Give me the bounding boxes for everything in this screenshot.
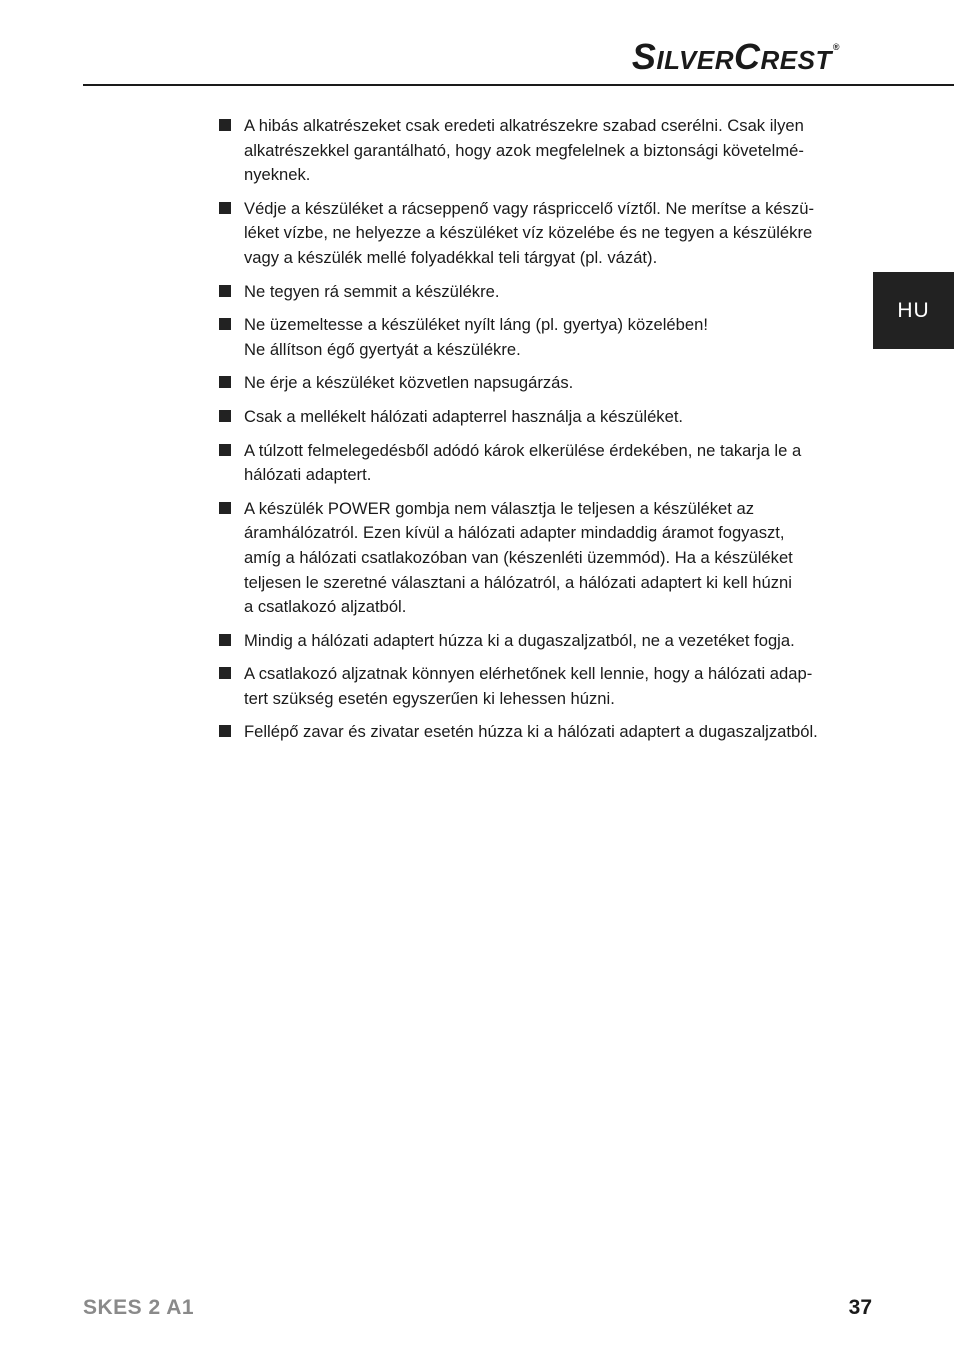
text-line: Fellépő zavar és zivatar esetén húzza ki a hálózati adaptert a dugaszaljzatból. bbox=[244, 722, 818, 742]
square-bullet-icon bbox=[219, 119, 231, 131]
text-line: áramhálózatról. Ezen kívül a hálózati adapter mindaddig áramot fogyaszt, bbox=[244, 523, 785, 543]
text-line: amíg a hálózati csatlakozóban van (készenléti üzemmód). Ha a készüléket bbox=[244, 547, 793, 567]
list-item bbox=[218, 405, 840, 430]
brand-text-ilver: ILVER bbox=[656, 45, 735, 75]
text-line: Csak a mellékelt hálózati adapterrel használja a készüléket. bbox=[244, 406, 684, 426]
footer-model-number: SKES 2 A1 bbox=[83, 1296, 195, 1319]
square-bullet-icon bbox=[219, 502, 231, 514]
text-line: Ne üzemeltesse a készüléket nyílt láng (pl. gyertya) közelében! bbox=[244, 315, 708, 335]
text-line: Ne érje a készüléket közvetlen napsugárzás. bbox=[244, 373, 574, 393]
square-bullet-icon bbox=[219, 634, 231, 646]
text-line: alkatrészekkel garantálható, hogy azok megfelelnek a biztonsági követelmé- bbox=[244, 140, 804, 160]
text-line: léket vízbe, ne helyezze a készüléket víz közelébe és ne tegyen a készülékre bbox=[244, 223, 813, 243]
square-bullet-icon bbox=[219, 376, 231, 388]
text-line: Mindig a hálózati adaptert húzza ki a dugaszaljzatból, ne a vezetéket fogja. bbox=[244, 630, 795, 650]
text-line: A túlzott felmelegedésből adódó károk elkerülése érdekében, ne takarja le a bbox=[244, 440, 802, 460]
square-bullet-icon bbox=[219, 667, 231, 679]
list-item bbox=[218, 629, 840, 654]
square-bullet-icon bbox=[219, 285, 231, 297]
text-line: Védje a készüléket a rácseppenő vagy ráspriccelő víztől. Ne merítse a készü- bbox=[244, 198, 814, 218]
brand-logo bbox=[632, 36, 840, 78]
brand-text-rest: REST bbox=[760, 45, 832, 75]
list-item bbox=[218, 371, 840, 396]
footer-page-number: 37 bbox=[848, 1296, 872, 1319]
square-bullet-icon bbox=[219, 202, 231, 214]
text-line: Ne állítson égő gyertyát a készülékre. bbox=[244, 339, 521, 359]
list-item bbox=[218, 114, 840, 188]
list-item bbox=[218, 497, 840, 620]
text-line: A hibás alkatrészeket csak eredeti alkatrészekre szabad cserélni. Csak ilyen bbox=[244, 116, 804, 135]
list-item bbox=[218, 662, 840, 711]
language-tab-label: HU bbox=[897, 298, 930, 322]
brand-letter-c: C bbox=[734, 36, 761, 77]
text-line: nyeknek. bbox=[244, 165, 311, 185]
brand-letter-s: S bbox=[631, 36, 657, 77]
text-line: A csatlakozó aljzatnak könnyen elérhetőnek kell lennie, hogy a hálózati adap- bbox=[244, 664, 813, 684]
list-item bbox=[218, 313, 840, 362]
square-bullet-icon bbox=[219, 725, 231, 737]
list-item bbox=[218, 280, 840, 305]
list-item bbox=[218, 720, 840, 745]
text-line: A készülék POWER gombja nem választja le teljesen a készüléket az bbox=[244, 498, 755, 518]
square-bullet-icon bbox=[219, 318, 231, 330]
language-tab bbox=[873, 272, 954, 349]
registered-mark: ® bbox=[832, 42, 840, 52]
safety-instructions-list bbox=[218, 114, 840, 754]
text-line: Ne tegyen rá semmit a készülékre. bbox=[244, 281, 500, 301]
square-bullet-icon bbox=[219, 410, 231, 422]
text-line: a csatlakozó aljzatból. bbox=[244, 597, 407, 617]
list-item bbox=[218, 197, 840, 271]
square-bullet-icon bbox=[219, 444, 231, 456]
text-line: tert szükség esetén egyszerűen ki lehessen húzni. bbox=[244, 688, 615, 708]
header-divider bbox=[83, 84, 954, 86]
list-item bbox=[218, 439, 840, 488]
text-line: teljesen le szeretné választani a hálózatról, a hálózati adaptert ki kell húzni bbox=[244, 572, 792, 592]
text-line: vagy a készülék mellé folyadékkal teli tárgyat (pl. vázát). bbox=[244, 247, 658, 267]
text-line: hálózati adaptert. bbox=[244, 465, 372, 485]
